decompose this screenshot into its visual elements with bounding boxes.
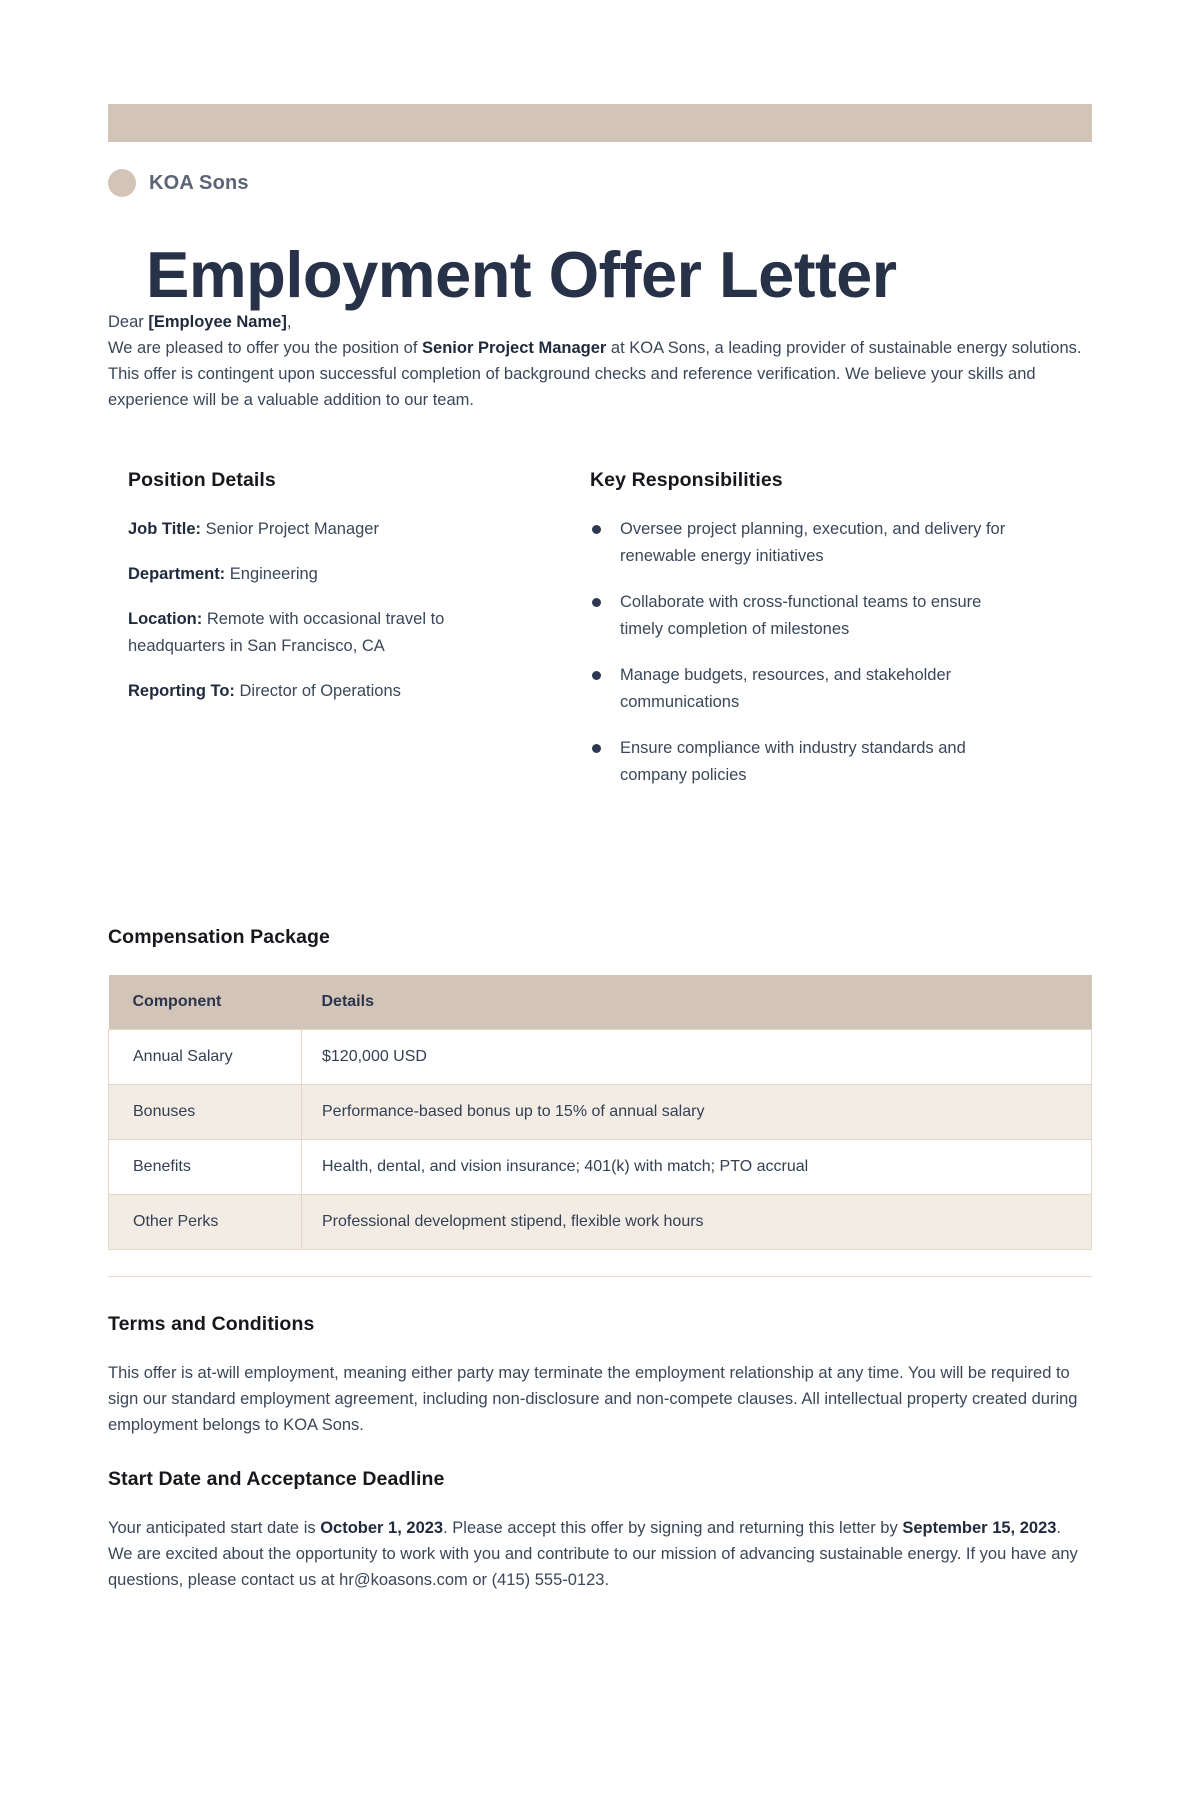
bullet-icon <box>592 525 601 534</box>
list-item-text: Oversee project planning, execution, and delivery for renewable energy initiatives <box>620 520 1006 566</box>
list-item-text: Manage budgets, resources, and stakeholder communications <box>620 666 952 712</box>
table-row <box>109 1030 1092 1085</box>
brand-logo-circle-icon <box>108 169 136 197</box>
responsibilities-list <box>590 516 1010 789</box>
cell-component: Other Perks <box>109 1195 302 1250</box>
list-item <box>590 662 1010 716</box>
table-row <box>109 1195 1092 1250</box>
detail-value: Senior Project Manager <box>201 520 379 539</box>
intro-text-after: at KOA Sons, a leading provider of sustainable energy solutions. This offer is contingent upon successful completion of background checks and reference verification. We believe your skills and experience will be a valuable addition to our team. <box>108 339 1082 410</box>
cell-details: Performance-based bonus up to 15% of annual salary <box>302 1085 1092 1140</box>
list-item-text: Ensure compliance with industry standards and company policies <box>620 739 966 785</box>
compensation-heading: Compensation Package <box>108 926 330 949</box>
detail-value: Director of Operations <box>234 682 401 701</box>
start-date-value: October 1, 2023 <box>320 1519 444 1538</box>
salutation <box>108 309 1092 335</box>
detail-department <box>128 561 498 588</box>
cell-details: Health, dental, and vision insurance; 401(k) with match; PTO accrual <box>302 1140 1092 1195</box>
bullet-icon <box>592 744 601 753</box>
page-title: Employment Offer Letter <box>146 238 897 311</box>
column-header-details: Details <box>302 975 1092 1030</box>
table-row <box>109 1140 1092 1195</box>
terms-section <box>108 1313 1092 1438</box>
start-date-heading: Start Date and Acceptance Deadline <box>108 1468 445 1491</box>
start-text: Your anticipated start date is <box>108 1519 321 1538</box>
detail-job-title <box>128 516 498 543</box>
acceptance-deadline-value: September 15, 2023 <box>902 1519 1057 1538</box>
detail-label: Department: <box>128 565 226 584</box>
key-responsibilities-section <box>590 469 1010 808</box>
start-text: . Please accept this offer by signing and returning this letter by <box>443 1519 903 1538</box>
detail-label: Job Title: <box>128 520 202 539</box>
detail-label: Reporting To: <box>128 682 235 701</box>
list-item <box>590 516 1010 570</box>
start-date-section <box>108 1468 1092 1541</box>
table-header-row <box>109 975 1092 1030</box>
start-text: . <box>1056 1519 1062 1538</box>
list-item <box>590 589 1010 643</box>
terms-heading: Terms and Conditions <box>108 1313 315 1336</box>
document-page <box>0 104 1200 1593</box>
detail-label: Location: <box>128 610 203 629</box>
detail-value: Remote with occasional travel to headquarters in San Francisco, CA <box>128 610 445 656</box>
salutation-suffix: , <box>286 313 292 332</box>
cell-component: Bonuses <box>109 1085 302 1140</box>
key-responsibilities-heading: Key Responsibilities <box>590 469 783 492</box>
position-details-heading: Position Details <box>128 469 276 492</box>
cell-component: Benefits <box>109 1140 302 1195</box>
brand-header <box>108 169 1092 197</box>
cell-details: Professional development stipend, flexible work hours <box>302 1195 1092 1250</box>
salutation-prefix: Dear <box>108 313 149 332</box>
list-item-text: Collaborate with cross-functional teams to ensure timely completion of milestones <box>620 593 982 639</box>
position-details-section <box>128 469 498 808</box>
detail-value: Engineering <box>225 565 318 584</box>
terms-paragraph: This offer is at-will employment, meaning either party may terminate the employment relationship at any time. You will be required to sign our standard employment agreement, including non-disclosure and non-compete clauses. All intellectual property created during employment belongs to KOA Sons. <box>108 1364 1078 1435</box>
detail-location <box>128 606 498 660</box>
cell-component: Annual Salary <box>109 1030 302 1085</box>
intro-text-before: We are pleased to offer you the position of <box>108 339 423 358</box>
compensation-section <box>108 926 1092 1250</box>
list-item <box>590 735 1010 789</box>
employee-name-placeholder: [Employee Name] <box>148 313 287 332</box>
compensation-table <box>108 975 1092 1250</box>
job-title-bold: Senior Project Manager <box>422 339 607 358</box>
details-columns <box>108 469 1092 808</box>
detail-reporting-to <box>128 678 498 705</box>
bullet-icon <box>592 671 601 680</box>
column-header-component: Component <box>109 975 302 1030</box>
brand-name: KOA Sons <box>149 171 249 194</box>
table-row <box>109 1085 1092 1140</box>
bullet-icon <box>592 598 601 607</box>
top-accent-banner <box>108 104 1092 142</box>
intro-paragraph <box>108 335 1092 413</box>
start-date-paragraph <box>108 1515 1092 1541</box>
section-divider <box>108 1276 1092 1277</box>
cell-details: $120,000 USD <box>302 1030 1092 1085</box>
closing-paragraph: We are excited about the opportunity to work with you and contribute to our mission of advancing sustainable energy. If you have any questions, please contact us at hr@koasons.com or (415) 555-0123. <box>108 1545 1078 1590</box>
